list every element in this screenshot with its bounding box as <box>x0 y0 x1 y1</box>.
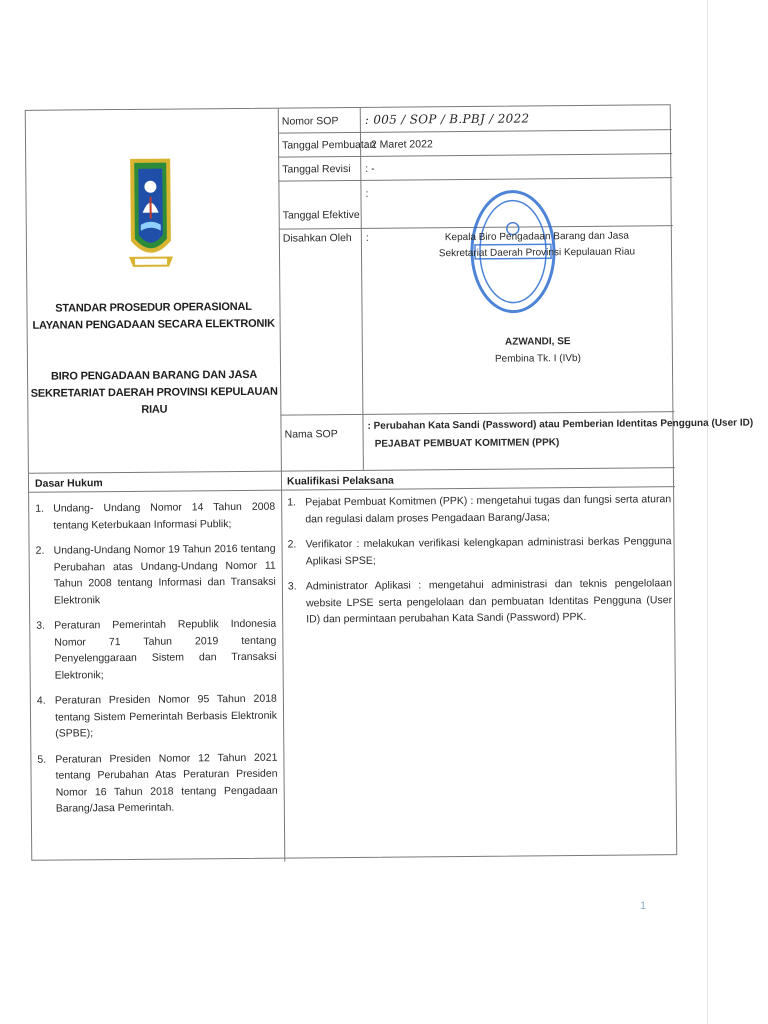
org-name-line2: SEKRETARIAT DAERAH PROVINSI KEPULAUAN RIAU <box>30 385 278 416</box>
nama-sop-label: Nama SOP <box>284 428 338 441</box>
list-item-number: 2. <box>287 538 297 551</box>
tanggal-revisi-label: Tanggal Revisi <box>282 162 351 176</box>
list-item <box>288 575 672 628</box>
tanggal-pembuatan-label: Tanggal Pembuatan <box>282 138 376 152</box>
list-item <box>35 499 275 534</box>
disahkan-oleh-label: Disahkan Oleh <box>282 231 352 245</box>
list-item-text: Undang- Undang Nomor 14 Tahun 2008 tentang Keterbukaan Informasi Publik; <box>53 500 276 532</box>
section-line <box>29 467 675 474</box>
page-edge <box>707 0 708 1024</box>
list-item-text: Peraturan Presiden Nomor 95 Tahun 2018 tentang Sistem Pemerintah Berbasis Elektronik (SPBE); <box>54 692 278 740</box>
list-item-text: Verifikator : melakukan verifikasi kelengkapan administrasi berkas Pengguna Aplikasi SPSE; <box>305 535 672 567</box>
nama-sop-value-line1: : Perubahan Kata Sandi (Password) atau Pemberian Identitas Pengguna (User ID) <box>367 417 754 432</box>
nomor-sop-value: : 005 / SOP / B.PBJ / 2022 <box>364 111 530 127</box>
list-item <box>36 541 277 609</box>
approval-position-line2: Sekretariat Daerah Provinsi Kepulauan Riau <box>438 246 636 260</box>
tanggal-efektive-label: Tanggal Efektive <box>282 208 360 222</box>
list-item-number: 1. <box>35 502 45 515</box>
dasar-hukum-list <box>35 499 278 827</box>
approval-signer-rank: Pembina Tk. I (IVb) <box>494 352 581 365</box>
nomor-sop-label: Nomor SOP <box>281 115 339 128</box>
list-item-text: Undang-Undang Nomor 19 Tahun 2016 tentang Perubahan atas Undang-Undang Nomor 11 Tahun 2008 tentang Informasi dan Transaksi Elektronik <box>53 542 276 607</box>
page-number: 1 <box>640 900 647 912</box>
list-item <box>287 491 671 527</box>
row-line <box>280 411 674 415</box>
org-name-line1: BIRO PENGADAAN BARANG DAN JASA <box>50 368 258 383</box>
kualifikasi-list <box>287 491 672 637</box>
sop-title-line1: STANDAR PROSEDUR OPERASIONAL <box>55 300 252 315</box>
list-item <box>287 533 671 569</box>
dasar-hukum-heading: Dasar Hukum <box>34 477 103 490</box>
list-item <box>37 691 277 743</box>
list-item-text: Peraturan Pemerintah Republik Indonesia Nomor 71 Tahun 2019 tentang Penyelenggaraan Sistem dan Transaksi Elektronik; <box>54 617 277 682</box>
row-line <box>278 129 672 133</box>
row-line <box>278 177 672 181</box>
list-item-number: 5. <box>37 753 47 766</box>
tanggal-efektive-value: : <box>365 187 369 200</box>
disahkan-oleh-value: : <box>365 231 369 244</box>
row-line <box>278 153 672 157</box>
nama-sop-value-line2: PEJABAT PEMBUAT KOMITMEN (PPK) <box>374 437 560 450</box>
list-item <box>37 749 278 817</box>
list-item-number: 3. <box>287 580 297 593</box>
tanggal-pembuatan-value: : 2 Maret 2022 <box>365 138 433 151</box>
sop-document <box>25 104 754 861</box>
list-item-number: 4. <box>36 694 46 707</box>
sop-title-line2: LAYANAN PENGADAAN SECARA ELEKTRONIK <box>32 317 275 332</box>
list-item-number: 2. <box>35 544 45 557</box>
tanggal-revisi-value: : - <box>365 162 375 175</box>
approval-position-line1: Kepala Biro Pengadaan Barang dan Jasa <box>444 230 629 244</box>
list-item-text: Administrator Aplikasi : mengetahui administrasi dan teknis pengelolaan website LPSE serta pengelolaan dan pembuatan Identitas Pengguna (User ID) dan permintaan perubahan Kata Sandi (Password) PPK. <box>305 577 673 626</box>
kualifikasi-heading: Kualifikasi Pelaksana <box>286 474 394 488</box>
list-item-text: Pejabat Pembuat Komitmen (PPK) : mengetahui tugas dan fungsi serta aturan dan regulasi dalam proses Pengadaan Barang/Jasa; <box>305 493 672 525</box>
approval-signer-name: AZWANDI, SE <box>504 336 571 348</box>
provincial-emblem-logo <box>126 153 175 281</box>
list-item-number: 3. <box>36 619 46 632</box>
meta-divider <box>360 108 364 470</box>
list-item-number: 1. <box>287 496 296 509</box>
list-item <box>36 616 277 684</box>
list-item-text: Peraturan Presiden Nomor 12 Tahun 2021 tentang Perubahan Atas Peraturan Presiden Nomor 16 Tahun 2018 tentang Pengadaan Barang/Jasa Pemerintah. <box>55 751 278 815</box>
